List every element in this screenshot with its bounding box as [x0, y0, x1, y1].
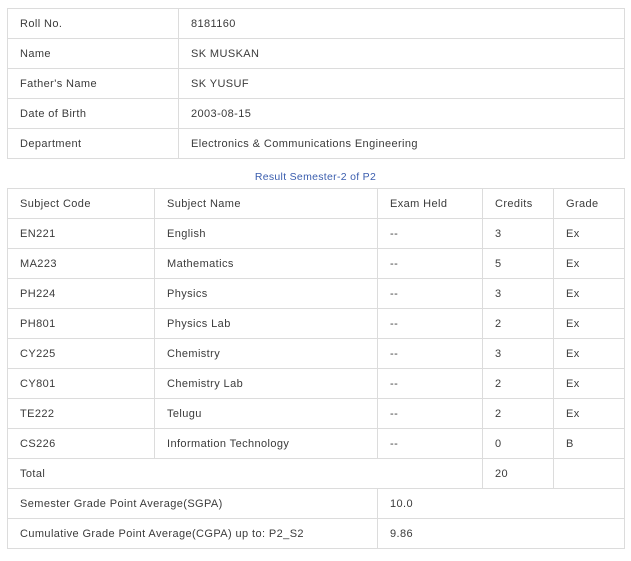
subject-row-en221 — [8, 219, 625, 249]
col-header-grade: Grade — [554, 189, 625, 219]
grade: Ex — [554, 219, 625, 249]
subject-name: Physics Lab — [155, 309, 378, 339]
subject-name: Telugu — [155, 399, 378, 429]
info-label-department: Department — [8, 129, 179, 159]
exam-held: -- — [378, 369, 483, 399]
subject-code: CS226 — [8, 429, 155, 459]
student-info-table — [7, 8, 625, 159]
subject-code: PH224 — [8, 279, 155, 309]
subject-row-ma223 — [8, 249, 625, 279]
exam-held: -- — [378, 249, 483, 279]
cgpa-row — [8, 519, 625, 549]
info-label-date-of-birth: Date of Birth — [8, 99, 179, 129]
exam-held: -- — [378, 399, 483, 429]
info-value-name: SK MUSKAN — [179, 39, 625, 69]
info-row-roll-no — [8, 9, 625, 39]
exam-held: -- — [378, 279, 483, 309]
grade: B — [554, 429, 625, 459]
result-table — [7, 188, 625, 549]
credits: 0 — [483, 429, 554, 459]
grade: Ex — [554, 249, 625, 279]
col-header-credits: Credits — [483, 189, 554, 219]
subject-code: CY225 — [8, 339, 155, 369]
subject-name: Chemistry Lab — [155, 369, 378, 399]
subject-code: MA223 — [8, 249, 155, 279]
result-semester-link[interactable]: Result Semester-2 of P2 — [254, 171, 377, 183]
grade: Ex — [554, 369, 625, 399]
sgpa-label: Semester Grade Point Average(SGPA) — [8, 489, 378, 519]
subject-name: English — [155, 219, 378, 249]
subject-code: EN221 — [8, 219, 155, 249]
total-row — [8, 459, 625, 489]
info-value-fathers-name: SK YUSUF — [179, 69, 625, 99]
credits: 2 — [483, 369, 554, 399]
exam-held: -- — [378, 219, 483, 249]
exam-held: -- — [378, 339, 483, 369]
total-credits: 20 — [483, 459, 554, 489]
credits: 3 — [483, 219, 554, 249]
info-value-department: Electronics & Communications Engineering — [179, 129, 625, 159]
credits: 5 — [483, 249, 554, 279]
info-row-date-of-birth — [8, 99, 625, 129]
total-label: Total — [8, 459, 483, 489]
info-label-name: Name — [8, 39, 179, 69]
subject-name: Information Technology — [155, 429, 378, 459]
subject-name: Physics — [155, 279, 378, 309]
cgpa-value: 9.86 — [378, 519, 625, 549]
cgpa-label: Cumulative Grade Point Average(CGPA) up to: P2_S2 — [8, 519, 378, 549]
exam-held: -- — [378, 309, 483, 339]
grade: Ex — [554, 279, 625, 309]
subject-name: Mathematics — [155, 249, 378, 279]
col-header-exam-held: Exam Held — [378, 189, 483, 219]
subject-row-ph224 — [8, 279, 625, 309]
total-grade-empty — [554, 459, 625, 489]
credits: 3 — [483, 339, 554, 369]
credits: 3 — [483, 279, 554, 309]
info-row-name — [8, 39, 625, 69]
subject-row-cs226 — [8, 429, 625, 459]
sgpa-value: 10.0 — [378, 489, 625, 519]
info-label-fathers-name: Father's Name — [8, 69, 179, 99]
credits: 2 — [483, 399, 554, 429]
result-header-row — [8, 189, 625, 219]
info-value-date-of-birth: 2003-08-15 — [179, 99, 625, 129]
grade: Ex — [554, 399, 625, 429]
exam-held: -- — [378, 429, 483, 459]
subject-code: TE222 — [8, 399, 155, 429]
col-header-subject-code: Subject Code — [8, 189, 155, 219]
sgpa-row — [8, 489, 625, 519]
subject-code: CY801 — [8, 369, 155, 399]
subject-row-cy801 — [8, 369, 625, 399]
grade: Ex — [554, 339, 625, 369]
subject-code: PH801 — [8, 309, 155, 339]
col-header-subject-name: Subject Name — [155, 189, 378, 219]
info-label-roll-no: Roll No. — [8, 9, 179, 39]
grade: Ex — [554, 309, 625, 339]
info-row-fathers-name — [8, 69, 625, 99]
subject-row-ph801 — [8, 309, 625, 339]
credits: 2 — [483, 309, 554, 339]
subject-row-cy225 — [8, 339, 625, 369]
subject-row-te222 — [8, 399, 625, 429]
info-row-department — [8, 129, 625, 159]
info-value-roll-no: 8181160 — [179, 9, 625, 39]
subject-name: Chemistry — [155, 339, 378, 369]
result-link-row — [7, 167, 624, 183]
